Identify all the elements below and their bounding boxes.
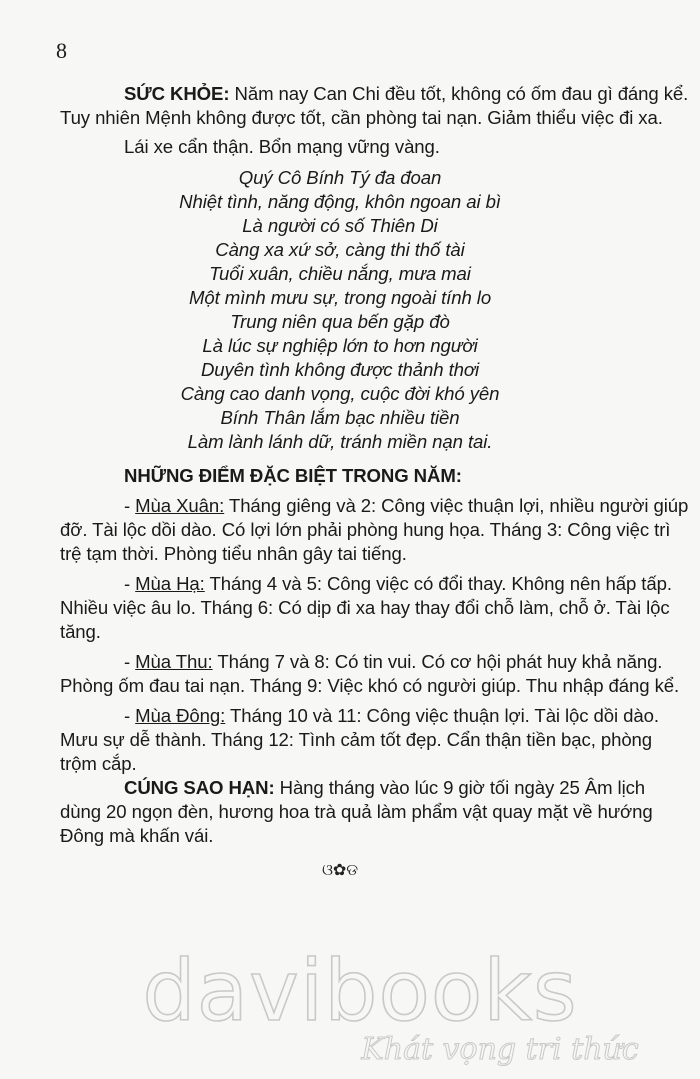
bullet-dash: - bbox=[124, 495, 136, 516]
season-spring bbox=[60, 494, 690, 566]
watermark-slogan: Khát vọng tri thức bbox=[361, 1032, 639, 1067]
health-text: Năm nay Can Chi đều tốt, không có ốm đau gì đáng kể. Tuy nhiên Mệnh không được tốt, cần phòng tai nạn. Giảm thiểu việc đi xa. bbox=[60, 83, 689, 128]
season-summer bbox=[60, 572, 690, 644]
health-label: SỨC KHỎE: bbox=[124, 83, 230, 104]
poem-line: Là người có số Thiên Di bbox=[242, 215, 438, 236]
drive-note: Lái xe cẩn thận. Bổn mạng vững vàng. bbox=[124, 136, 440, 157]
season-winter bbox=[60, 704, 690, 776]
page-number: 8 bbox=[56, 38, 67, 63]
poem-line: Tuổi xuân, chiều nắng, mưa mai bbox=[209, 263, 471, 284]
winter-label: Mùa Đông: bbox=[135, 705, 226, 726]
season-autumn bbox=[60, 650, 690, 698]
summer-text: Tháng 4 và 5: Công việc có đổi thay. Không nên hấp tấp. Nhiều việc âu lo. Tháng 6: Có dịp đi xa hay thay đổi chỗ làm, chỗ ở. Tài lộc tăng. bbox=[60, 573, 672, 642]
poem bbox=[60, 166, 620, 454]
poem-line: Làm lành lánh dữ, tránh miền nạn tai. bbox=[187, 431, 493, 452]
worship-text: Hàng tháng vào lúc 9 giờ tối ngày 25 Âm lịch dùng 20 ngọn đèn, hương hoa trà quả làm phẩm vật quay mặt về hướng Đông mà khấn vái. bbox=[60, 777, 653, 846]
poem-line: Nhiệt tình, năng động, khôn ngoan ai bì bbox=[179, 191, 501, 212]
poem-line: Bính Thân lắm bạc nhiều tiền bbox=[220, 407, 460, 428]
worship-label: CÚNG SAO HẠN: bbox=[124, 777, 275, 798]
watermark-brand: davibooks bbox=[142, 942, 578, 1040]
page-body bbox=[60, 82, 690, 882]
poem-line: Duyên tình không được thảnh thơi bbox=[200, 359, 480, 380]
special-section-title: NHỮNG ĐIỂM ĐẶC BIỆT TRONG NĂM: bbox=[124, 465, 462, 486]
poem-line: Quý Cô Bính Tý đa đoan bbox=[238, 167, 442, 188]
ornament-divider-icon: ଓ✿ଡ bbox=[322, 860, 358, 879]
spring-text: Tháng giêng và 2: Công việc thuận lợi, nhiều người giúp đỡ. Tài lộc dồi dào. Có lợi lớn phải phòng hung họa. Tháng 3: Công việc trì trệ tạm thời. Phòng tiểu nhân gây tai tiếng. bbox=[60, 495, 689, 564]
bullet-dash: - bbox=[124, 705, 136, 726]
summer-label: Mùa Hạ: bbox=[135, 573, 205, 594]
poem-line: Càng cao danh vọng, cuộc đời khó yên bbox=[180, 383, 500, 404]
poem-line: Trung niên qua bến gặp đò bbox=[230, 311, 450, 332]
bullet-dash: - bbox=[124, 651, 136, 672]
poem-line: Càng xa xứ sở, càng thi thố tài bbox=[215, 239, 465, 260]
autumn-label: Mùa Thu: bbox=[135, 651, 213, 672]
worship-paragraph bbox=[60, 776, 690, 848]
bullet-dash: - bbox=[124, 573, 136, 594]
spring-label: Mùa Xuân: bbox=[135, 495, 225, 516]
poem-line: Một mình mưu sự, trong ngoài tính lo bbox=[188, 287, 492, 308]
autumn-text: Tháng 7 và 8: Có tin vui. Có cơ hội phát huy khả năng. Phòng ốm đau tai nạn. Tháng 9: Việc khó có người giúp. Thu nhập đáng kể. bbox=[60, 651, 680, 696]
winter-text: Tháng 10 và 11: Công việc thuận lợi. Tài lộc dồi dào. Mưu sự dễ thành. Tháng 12: Tình cảm tốt đẹp. Cẩn thận tiền bạc, phòng trộm cắp. bbox=[60, 705, 659, 774]
poem-line: Là lúc sự nghiệp lớn to hơn người bbox=[202, 335, 478, 356]
health-paragraph bbox=[60, 82, 690, 130]
